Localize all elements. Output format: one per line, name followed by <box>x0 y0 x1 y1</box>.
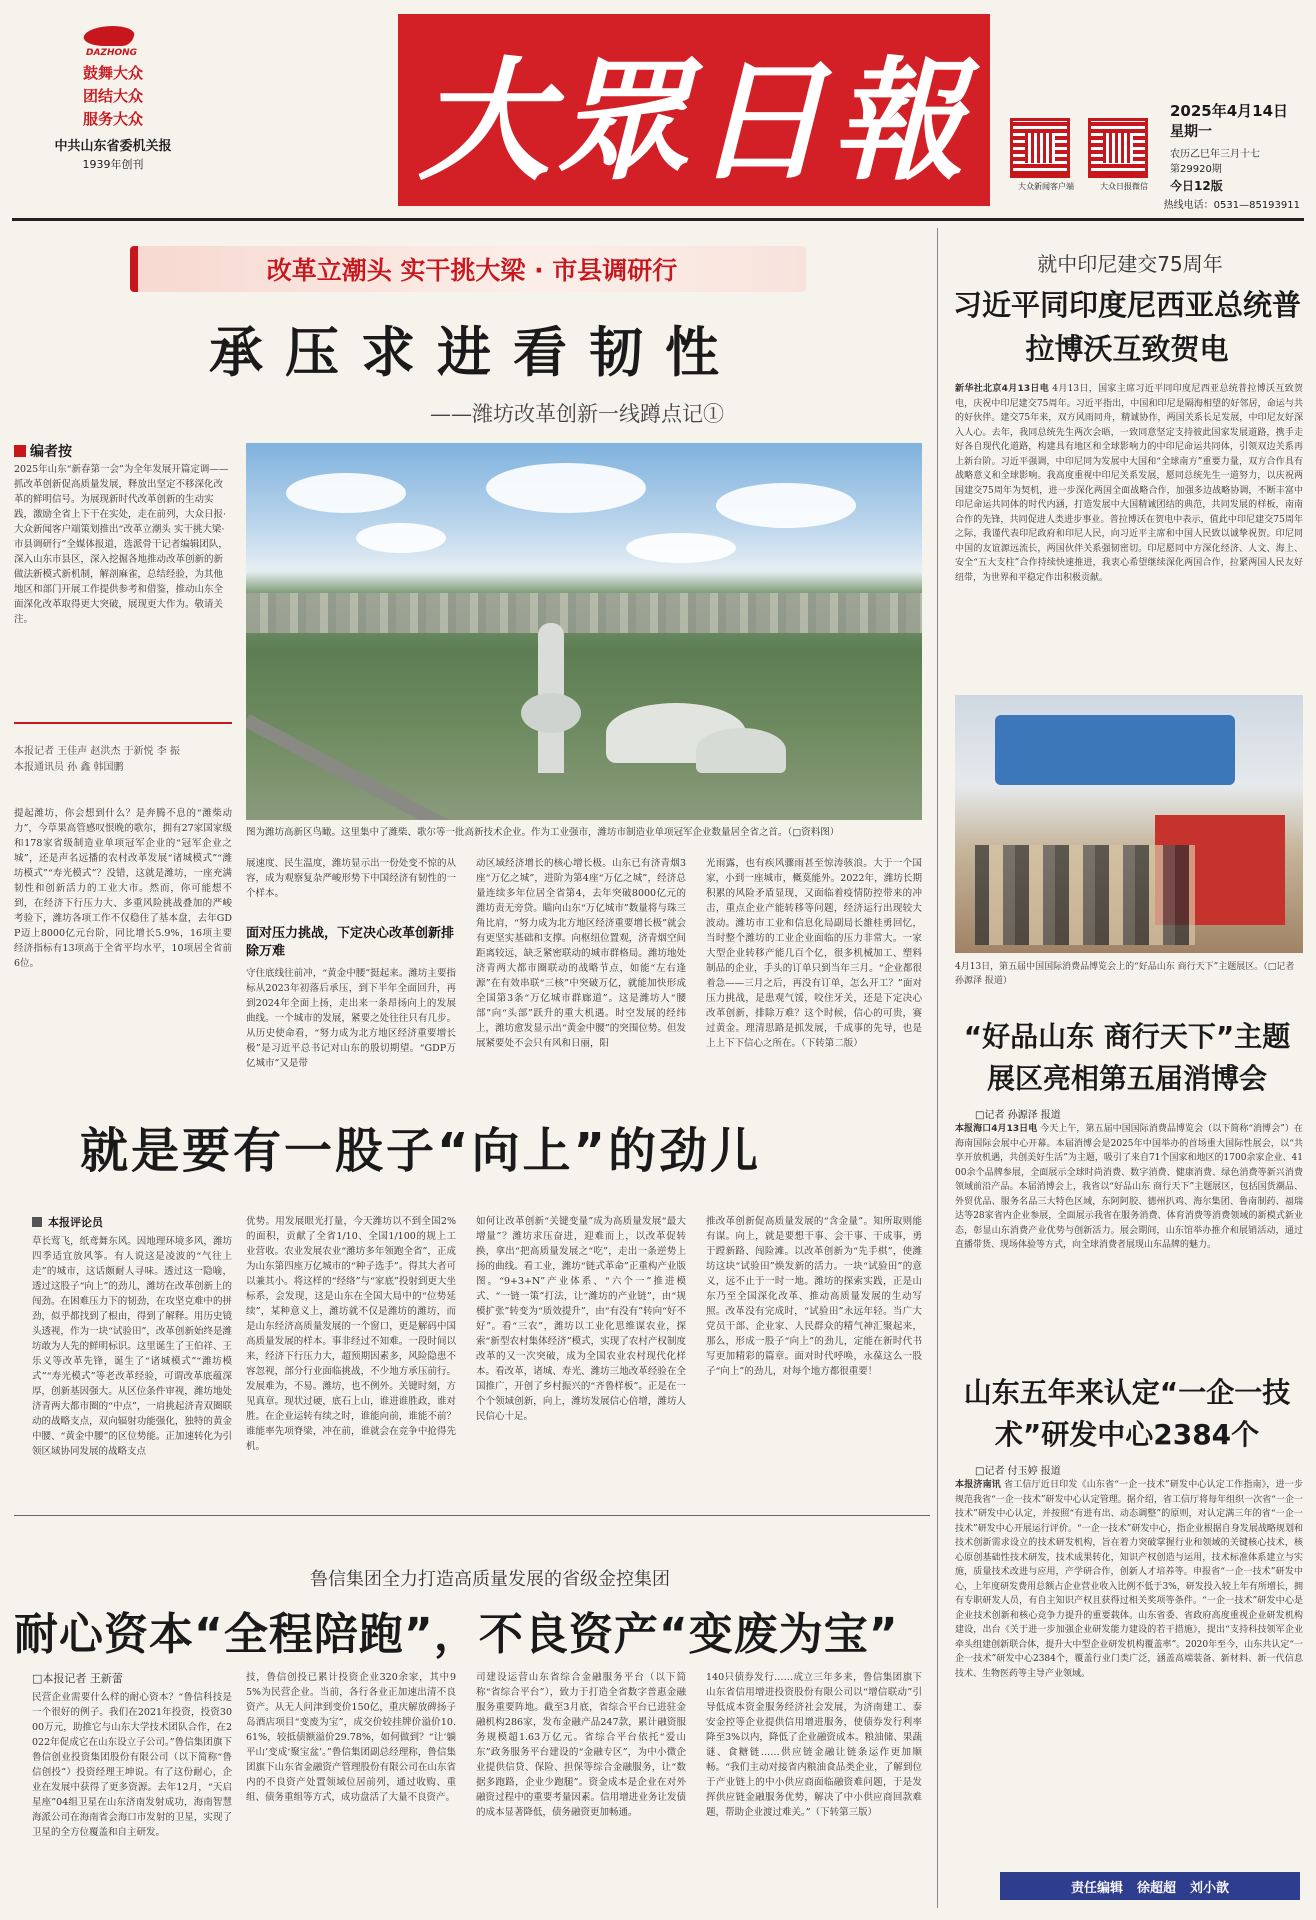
qr-code-icon <box>1088 118 1148 178</box>
brand-label: DAZHONG <box>86 48 138 58</box>
square-bullet-icon <box>32 1217 42 1227</box>
lunar-date: 农历乙巳年三月十七 <box>1170 149 1260 160</box>
china-indonesia-dateline: 新华社北京4月13日电 <box>955 384 1050 394</box>
issue-number: 第29920期 <box>1170 164 1222 175</box>
weifang-aerial-photo[interactable] <box>246 443 922 820</box>
hotline: 热线电话：0531—85193911 <box>1163 200 1300 211</box>
expo-booth-photo[interactable] <box>955 695 1303 953</box>
masthead-divider <box>12 218 1304 221</box>
reporter-line: 本报记者 王佳声 赵洪杰 于新悦 李 振 <box>14 746 180 757</box>
lead-column-4: 光雨露，也有疾风骤雨甚至惊涛骇浪。大于一个国家，小到一座城市，概莫能外。2022年，潍坊长期积累的风险矛盾显现，又面临着疫情防控带来的冲击，重点企业产能转移等问题，经济运行出现较大波动。潍坊市工业和信息化局副局长雒桂勇回忆，当时整个潍坊的工业企业面临的压力非常大。一家大型企业转移产能几百个亿，很多机械加工、塑料制品的企业，手头的订单只到当年三月。“企业都很着急——三月之后，再没有订单，怎么开工？”面对压力挑战，是患观气馁，咬住牙关，还是下定决心改革创新，排除万难？这个时候，信心的可贵，赛过黄金。理清思路是抓发展，千成事的先导，也是上上下下信心之所在。（下转第二版） <box>706 858 922 1049</box>
expo-headline[interactable]: “好品山东 商行天下”主题展区亮相第五届消博会 <box>963 1020 1291 1095</box>
page-count: 今日12版 <box>1170 179 1223 193</box>
expo-body <box>955 1122 1303 1362</box>
commentary-headline[interactable]: 就是要有一股子“向上”的劲儿 <box>80 1123 762 1179</box>
luxin-column-4: 140只债券发行……成立三年多来，鲁信集团旗下山东省信用增进投资股份有限公司以“增信联动”引导低成本资金服务经济社会发展，为济南建工、泰安金控等企业提供信用增进服务，使债券发行利率降至3%以内，降低了企业融资成本。粮油储、果蔬谜、食糖链……供应链金融让链条运作更加顺畅。“我们主动对接省内粮油食品类企业，了解到位于产业链上的中小供应商面临融资难问题，于是发挥供应链金融服务优势，解决了中小供应商回款难题，帮助企业渡过难关。”（下转第三版） <box>706 1672 922 1818</box>
expo-text: 今天上午，第五届中国国际消费品博览会（以下简称“消博会”）在海南国际会展中心开幕。本届消博会是2025年中国举办的首场重大国际性展会，以“共享开放机遇，共创美好生活”为主题，吸引了来自71个国家和地区的1700余家企业、4100余个品牌参展，全面展示全球时尚消费、数字消费、健康消费、绿色消费等新兴消费领域前沿产品。本届消博会上，我省以“好品山东 商行天下”主题展区，包括国货潮品、外贸优品、服务名品三大特色区域，东阿阿胶、德州扒鸡、海尔集团、鲁南制药、福瑞达等28家省内企业参展，全面展示我省在服务消费、体育消费等消费领域的新模式新业态，彰显山东消费产业优势与创新活力。展会期间，山东馆举办推介和展销活动，通过直播带货、现场体验等方式，向全球消费者展现山东品牌的魅力。 <box>955 1124 1303 1250</box>
editor-name: 徐超超 <box>1136 1880 1176 1896</box>
lead-reporters <box>14 744 232 776</box>
slogan-2: 团结大众 <box>82 87 143 105</box>
lead-column-2b: 守住底线往前冲，“黄金中腰”挺起来。潍坊主要指标从2023年初落后承压，到下半年全面回升，再到2024年全面上扬，走出来一条昂扬向上的发展曲线。一个城市的发展，紧要之处往往只有几步。从历史使命看，“努力成为北方地区经济重要增长极”是习近平总书记对山东的殷切期望。“GDP万亿城市”又是带 <box>246 968 456 1069</box>
slogan-1: 鼓舞大众 <box>82 64 143 82</box>
luxin-overline: 鲁信集团全力打造高质量发展的省级金控集团 <box>310 1569 670 1590</box>
china-indonesia-headline[interactable]: 习近平同印度尼西亚总统普拉博沃互致贺电 <box>952 288 1301 366</box>
newspaper-title: 大眾日報 <box>398 14 990 206</box>
lead-headline[interactable]: 承压求进看韧性 <box>209 321 741 384</box>
commentary-column-3: 如何让改革创新“关键变量”成为高质量发展“最大增量”？潍坊求压奋进，迎难而上，以改革促转换，拿出“把高质量发展之“吃”，走出一条逆势上扬的曲线。看工业，潍坊“链式革命”正重构产业版图。“9+3+N”产业体系、“六个一”推进模式、“一链一策”打法，让“潍坊的产业链”，由“规模扩张”转变为“质效提升”，由“有没有”转向“好不好”。看“三农”，潍坊以工业化思维谋农业，探索“新型农村集体经济”模式，实现了农村产权制度改革的又一次突破，成为全国农业农村现代化样本。看改革，诸城、寿光、潍坊三地改革经验在全国推广，开创了乡村振兴的“齐鲁样板”。正是在一个个领域创新，向上，潍坊发展信心倍增，潍坊人民信心十足。 <box>476 1216 686 1422</box>
qr-code-app[interactable] <box>1010 118 1082 192</box>
slogan-3: 服务大众 <box>82 110 143 128</box>
expo-byline: □记者 孙源泽 报道 <box>975 1110 1061 1121</box>
lead-column-1: 提起潍坊，你会想到什么？是奔腾不息的“潍柴动力”，今草果高管感叹恨晚的歌尔，拥有27家国家级和178家省级制造业单项冠军企业的“冠军企业之城”，还是声名远播的农村改革发展“诸城模式”“潍坊模式”“寿光模式”？没错，这就是潍坊，一座充满韧性和创新活力的工业大市。然而，你可能想不到，在经济下行压力大、多重风险挑战叠加的严峻考验下，潍坊各项工作不仅稳住了基本盘，去年GDP迈上8000亿元台阶，同比增长5.9%，16项主要经济指标有13项高于全省平均水平，10项居全省前6位。 <box>14 808 232 969</box>
china-indonesia-body <box>955 382 1303 687</box>
lead-photo-caption: 图为潍坊高新区鸟瞰。这里集中了潍柴、歌尔等一批高新技术企业。作为工业强市，潍坊市制造业单项冠军企业数量居全省之首。（□资料图） <box>246 827 840 838</box>
china-indonesia-text: 4月13日，国家主席习近平同印度尼西亚总统普拉博沃互致贺电，庆祝中印尼建交75周年。习近平指出，中国和印尼是隔海相望的好邻居，命运与共的好伙伴。建交75年来，双方风雨同舟，精诚协作，两国关系长足发展，中印尼友好深入人心。去年，我同总统先生两次会晤，一致同意坚定支持彼此国家发展道路，携手走好各自现代化道路，构建具有地区和全球影响力的中印尼命运共同体，引领双边关系再上新台阶。习近平强调，中印尼同为发展中大国和“全球南方”重要力量，双方合作具有战略意义和全球影响。我高度重视中印尼关系发展，愿同总统先生一道努力，以庆祝两国建交75周年为契机，进一步深化两国全面战略合作，加强多边战略协调，不断丰富中印尼命运共同体的时代内涵，打造发展中大国精诚团结的典范，共同发展的样板，南南合作的先锋，共同促进人类进步事业。普拉博沃在贺电中表示，值此中印尼建交75周年之际，我谨代表印尼政府和印尼人民，向习近平主席和中国人民致以诚挚祝贺。印尼同中国的友谊源远流长，两国伙伴关系强韧密切。印尼愿同中方深化经济、人文、海上、安全“五大支柱”合作持续快速推进，我衷心希望继续深化两国合作，拉紧两国人民友好纽带，为世界和平稳定作出积极贡献。 <box>955 384 1303 583</box>
section-divider <box>14 1515 930 1516</box>
issuer: 中共山东省委机关报 <box>54 139 172 154</box>
commentary-column-4: 推改革创新促高质量发展的“含金量”。知所取则能有谋。向上，就是要想干事、会干事、干成事，勇于蹚新路、闯险滩。以改革创新为“先手棋”，使潍坊这块“试验田”焕发新的活力。一块“试验田”的意义，远不止于一时一地。潍坊的探索实践，正是山东乃至全国深化改革、推动高质量发展的生动写照。改革没有完成时，“试验田”永远年轻。当广大党员干部、企业家、人民群众的精气神汇聚起来，那么，形成一股子“向上”的劲儿，定能在新时代书写更加精彩的篇章。面对时代呼唤，永葆这么一股子“向上”的劲儿，对每个地方都很重要！ <box>706 1216 922 1377</box>
lead-column-2-subhead: 面对压力挑战，下定决心改革创新排除万难 <box>246 926 455 959</box>
rd-center-byline: □记者 付玉婷 报道 <box>975 1466 1061 1477</box>
china-indonesia-overline: 就中印尼建交75周年 <box>1037 252 1223 276</box>
dazhong-logo-icon <box>78 20 142 60</box>
date-block <box>1170 100 1300 194</box>
commentary-column-1: 草长莺飞，纸鸢舞东风。因地理环境多风，潍坊四季适宜放风筝。有人说这是凌波的“气往上走”的城市，这话颇耐人寻味。透过这一隐喻，透过这股子“向上”的劲儿，潍坊在改革创新上的闯劲。在困难压力下的韧劲，在攻坚克难中的拼劲，似乎都找到了根由，得到了解释。用历史镜头透视，作为一块“试验田”，改革创新始终是潍坊敢为人先的鲜明标识。这里诞生了王伯祥、王乐义等改革先锋，诞生了“诸城模式”“潍坊模式”“寿光模式”等老改革经验，可谓改革底蕴深厚，创新基因强大。从区位条件审视，潍坊地处济青两大都市圈的“中点”，一肩挑起济青双圈联动的战略支点，双向辐射功能强化，独特的黄金中腰、“黄金中腰”的区位势能。正加速转化为引领区域协同发展的战略支点 <box>32 1236 232 1457</box>
issue-date: 2025年4月14日 <box>1170 102 1289 120</box>
qr-code-icon <box>1010 118 1070 178</box>
luxin-column-1: 民营企业需要什么样的耐心资本？“鲁信科技是一个很好的例子。我们在2021年投资，投资3000万元，助推它与山东大学技术团队合作，在2022年促成它在山东设立子公司。”鲁信集团旗下鲁信创业投资集团股份有限公司（以下简称“鲁信创投”）投资经理王坤说。有了这份耐心，企业在发展中获得了更多资源。去年12月，“天启星座”04组卫星在山东济南发射成功，海南智慧海派公司在海南省会海口市发射的卫星，实现了卫星的全方位覆盖和自主研发。 <box>32 1692 232 1838</box>
luxin-column-2: 技，鲁信创投已累计投资企业320余家，其中95%为民营企业。当前，各行各业正加速出清不良资产。从无人问津到变价150亿，重庆解放碑扬子岛酒店项目“变废为宝”，成交价较挂牌价溢价10.61%，较抵债额溢价29.78%，如何做到？“让‘躺平山’变成‘聚宝盆’。”鲁信集团副总经理称，鲁信集团旗下山东省金融资产管理股份有限公司在山东省内的不良资产处置领域位居前列，通过收购、重组、债务重组等方式，成功盘活了大量不良资产。 <box>246 1672 456 1803</box>
rd-center-text: 省工信厅近日印发《山东省“一企一技术”研发中心认定工作指南》，进一步规范我省“一企一技术”研发中心认定管理。据介绍，省工信厅将每年组织一次省“一企一技术”研发中心认定，并按照“有进有出、动态调整”的原则，对认定满三年的省“一企一技术”研发中心开展运行评价。“一企一技术”研发中心，指企业根据自身发展战略规划和技术创新需求设立的技术研发机构，旨在着力突破掌握行业和领域的关键核心技术，核心原创基础性技术研发，技术成果转化，知识产权创造与运用，技术标准体系建立与实施，质量技术改进与应用，产学研合作，创新人才培养等。申报省“一企一技术”研发中心，上年度研发费用总额占企业营业收入比例不低于3%，研发投入较上年有所增长，拥有专职研发人员，有自主知识产权且获得过相关奖项等条件。“一企一技术”研发中心是企业技术创新和核心竞争力提升的重要载体。山东省委、省政府高度重视企业研发机构建设，出台《关于进一步加强企业研发能力建设的若干措施》，提出“支持科技领军企业牵头组建创新联合体，提升大中型企业研发机构覆盖率”。2020年至今，山东共认定“一企一技术”研发中心2384个，覆盖行业门类广泛，涵盖高端装备、新材料、新一代信息技术、生物医药等主导产业领域。 <box>955 1480 1303 1679</box>
expo-photo-caption: 4月13日，第五届中国国际消费品博览会上的“好品山东 商行天下”主题展区。（□记者 孙源泽 报道） <box>955 962 1295 986</box>
column-rule <box>937 228 938 1908</box>
editor-name: 刘小歆 <box>1190 1880 1230 1896</box>
commentary-column-2: 优势。用发展眼光打量，今天潍坊以不到全国2%的面积，贡献了全省1/10、全国1/100的规上工业营收。农业发展农业“潍坊多年领跑全省”，正成为山东第四座万亿城市的“种子选手”。得其大者可以兼其小。将这样的“经络”与“家底”投射到更大坐标系，会发现，这是山东在全国大局中的“位势延续”，某种意义上，潍坊就不仅是潍坊的潍坊，而是山东经济高质量发展的一个窗口，更是解码中国高质量发展的样本。事非经过不知难。一段时间以来，经济下行压力大，超预期因素多，风险隐患不容忽视，部分行业面临挑战，不少地方承压前行。发展难为，不易。潍坊，也不例外。关键时刻，方见真章。现状过硬，底石上山，谁进谁胜政，谁对胜。在企业运转有续之时，谁能向前，谁能不前？谁能率先项脊梁，冲在前，谁就会在竞争中抢得先机。 <box>246 1216 456 1452</box>
editor-credit-label: 责任编辑 <box>1070 1880 1123 1896</box>
reporter-line: 本报通讯员 孙 鑫 韩国鹏 <box>14 762 124 773</box>
editor-note-heading <box>14 441 234 461</box>
qr-label-app: 大众新闻客户端 <box>1018 182 1074 191</box>
qr-label-wechat: 大众日报微信 <box>1100 182 1148 191</box>
editor-note: 2025年山东“新春第一会”为全年发展开篇定调——抓改革创新促高质量发展，释放出坚定不移深化改革的鲜明信号。为展现新时代改革创新的生动实践，激励全省上下干在实处，走在前列，大众日报·大众新闻客户端策划推出“改革立潮头 实干挑大梁·市县调研行”全媒体报道，选派骨干记者编辑团队，深入山东市县区，深入挖掘各地推动改革创新的新做法新模式新机制，解剖麻雀，总结经验，为其他地区和部门开展工作提供参考和借鉴，推动山东全面深化改革取得更大突破，展现更大作为。敬请关注。 <box>14 464 229 625</box>
luxin-column-3: 司建设运营山东省综合金融服务平台（以下简称“省综合平台”），致力于打造全省数字普惠金融服务重要阵地。截至3月底，省综合平台已进驻金融机构286家，发布金融产品247款，累计融资服务规模超1.63万亿元。省综合平台依托“爱山东”政务服务平台建设的“金融专区”，为中小微企业提供信贷、保险、担保等综合金融服务，让“数据多跑路，企业少跑腿”。资金成本是企业在对外融资过程中的重要考量因素。信用增进业务让发债的成本显著降低，债务融资更加畅通。 <box>476 1672 686 1818</box>
lead-column-2: 展速度、民生温度，潍坊显示出一份处变不惊的从容，成为观察复杂严峻形势下中国经济有韧性的一个样本。 <box>246 858 456 899</box>
editor-note-label: 编者按 <box>30 444 72 460</box>
expo-dateline: 本报海口4月13日电 <box>955 1124 1038 1134</box>
founded-year: 1939年创刊 <box>82 158 144 171</box>
luxin-byline: □本报记者 王新蕾 <box>32 1672 123 1685</box>
rd-center-headline[interactable]: 山东五年来认定“一企一技术”研发中心2384个 <box>963 1376 1291 1451</box>
square-bullet-icon <box>14 445 26 457</box>
series-banner: 改革立潮头 实干挑大梁 · 市县调研行 <box>130 246 806 292</box>
editor-credit-bar <box>1000 1872 1300 1900</box>
rd-center-body <box>955 1478 1303 1864</box>
lead-column-3: 动区域经济增长的核心增长极。山东已有济青烟3座“万亿之城”，进阶为第4座“万亿之城”，经济总量连续多年位居全省第4，去年突破8000亿元的潍坊责无旁贷。瞄向山东“万亿城市”数量将与珠三角比肩，“努力成为北方地区经济重要增长极”就会有更坚实基础和支撑。向枢纽位置观，济青烟空间距离较远，缺乏紧密联动的城市群格局。潍坊地处济青两大都市圈联动的战略节点，如能“左右逢源”在有效串联“三核”中突破万亿，就能加快形成全国第3条“万亿城市群廊道”。这是潍坊人“腰部”向“头部”跃升的重大机遇。时空发展的经纬上，潍坊愈发显示出“黄金中腰”的突围位势。但发展紧要处不会只有风和日丽，阳 <box>476 858 686 1049</box>
luxin-headline[interactable]: 耐心资本“全程陪跑”，不良资产“变废为宝” <box>14 1609 899 1660</box>
commentary-author <box>32 1214 192 1230</box>
masthead-logo-block <box>38 20 188 190</box>
qr-code-wechat[interactable] <box>1088 118 1160 192</box>
weekday: 星期一 <box>1170 124 1212 140</box>
lead-subhead: ——潍坊改革创新一线蹲点记① <box>430 402 724 426</box>
commentary-author-label: 本报评论员 <box>48 1216 103 1229</box>
rd-center-dateline: 本报济南讯 <box>955 1480 1001 1490</box>
editor-note-divider <box>14 722 232 724</box>
